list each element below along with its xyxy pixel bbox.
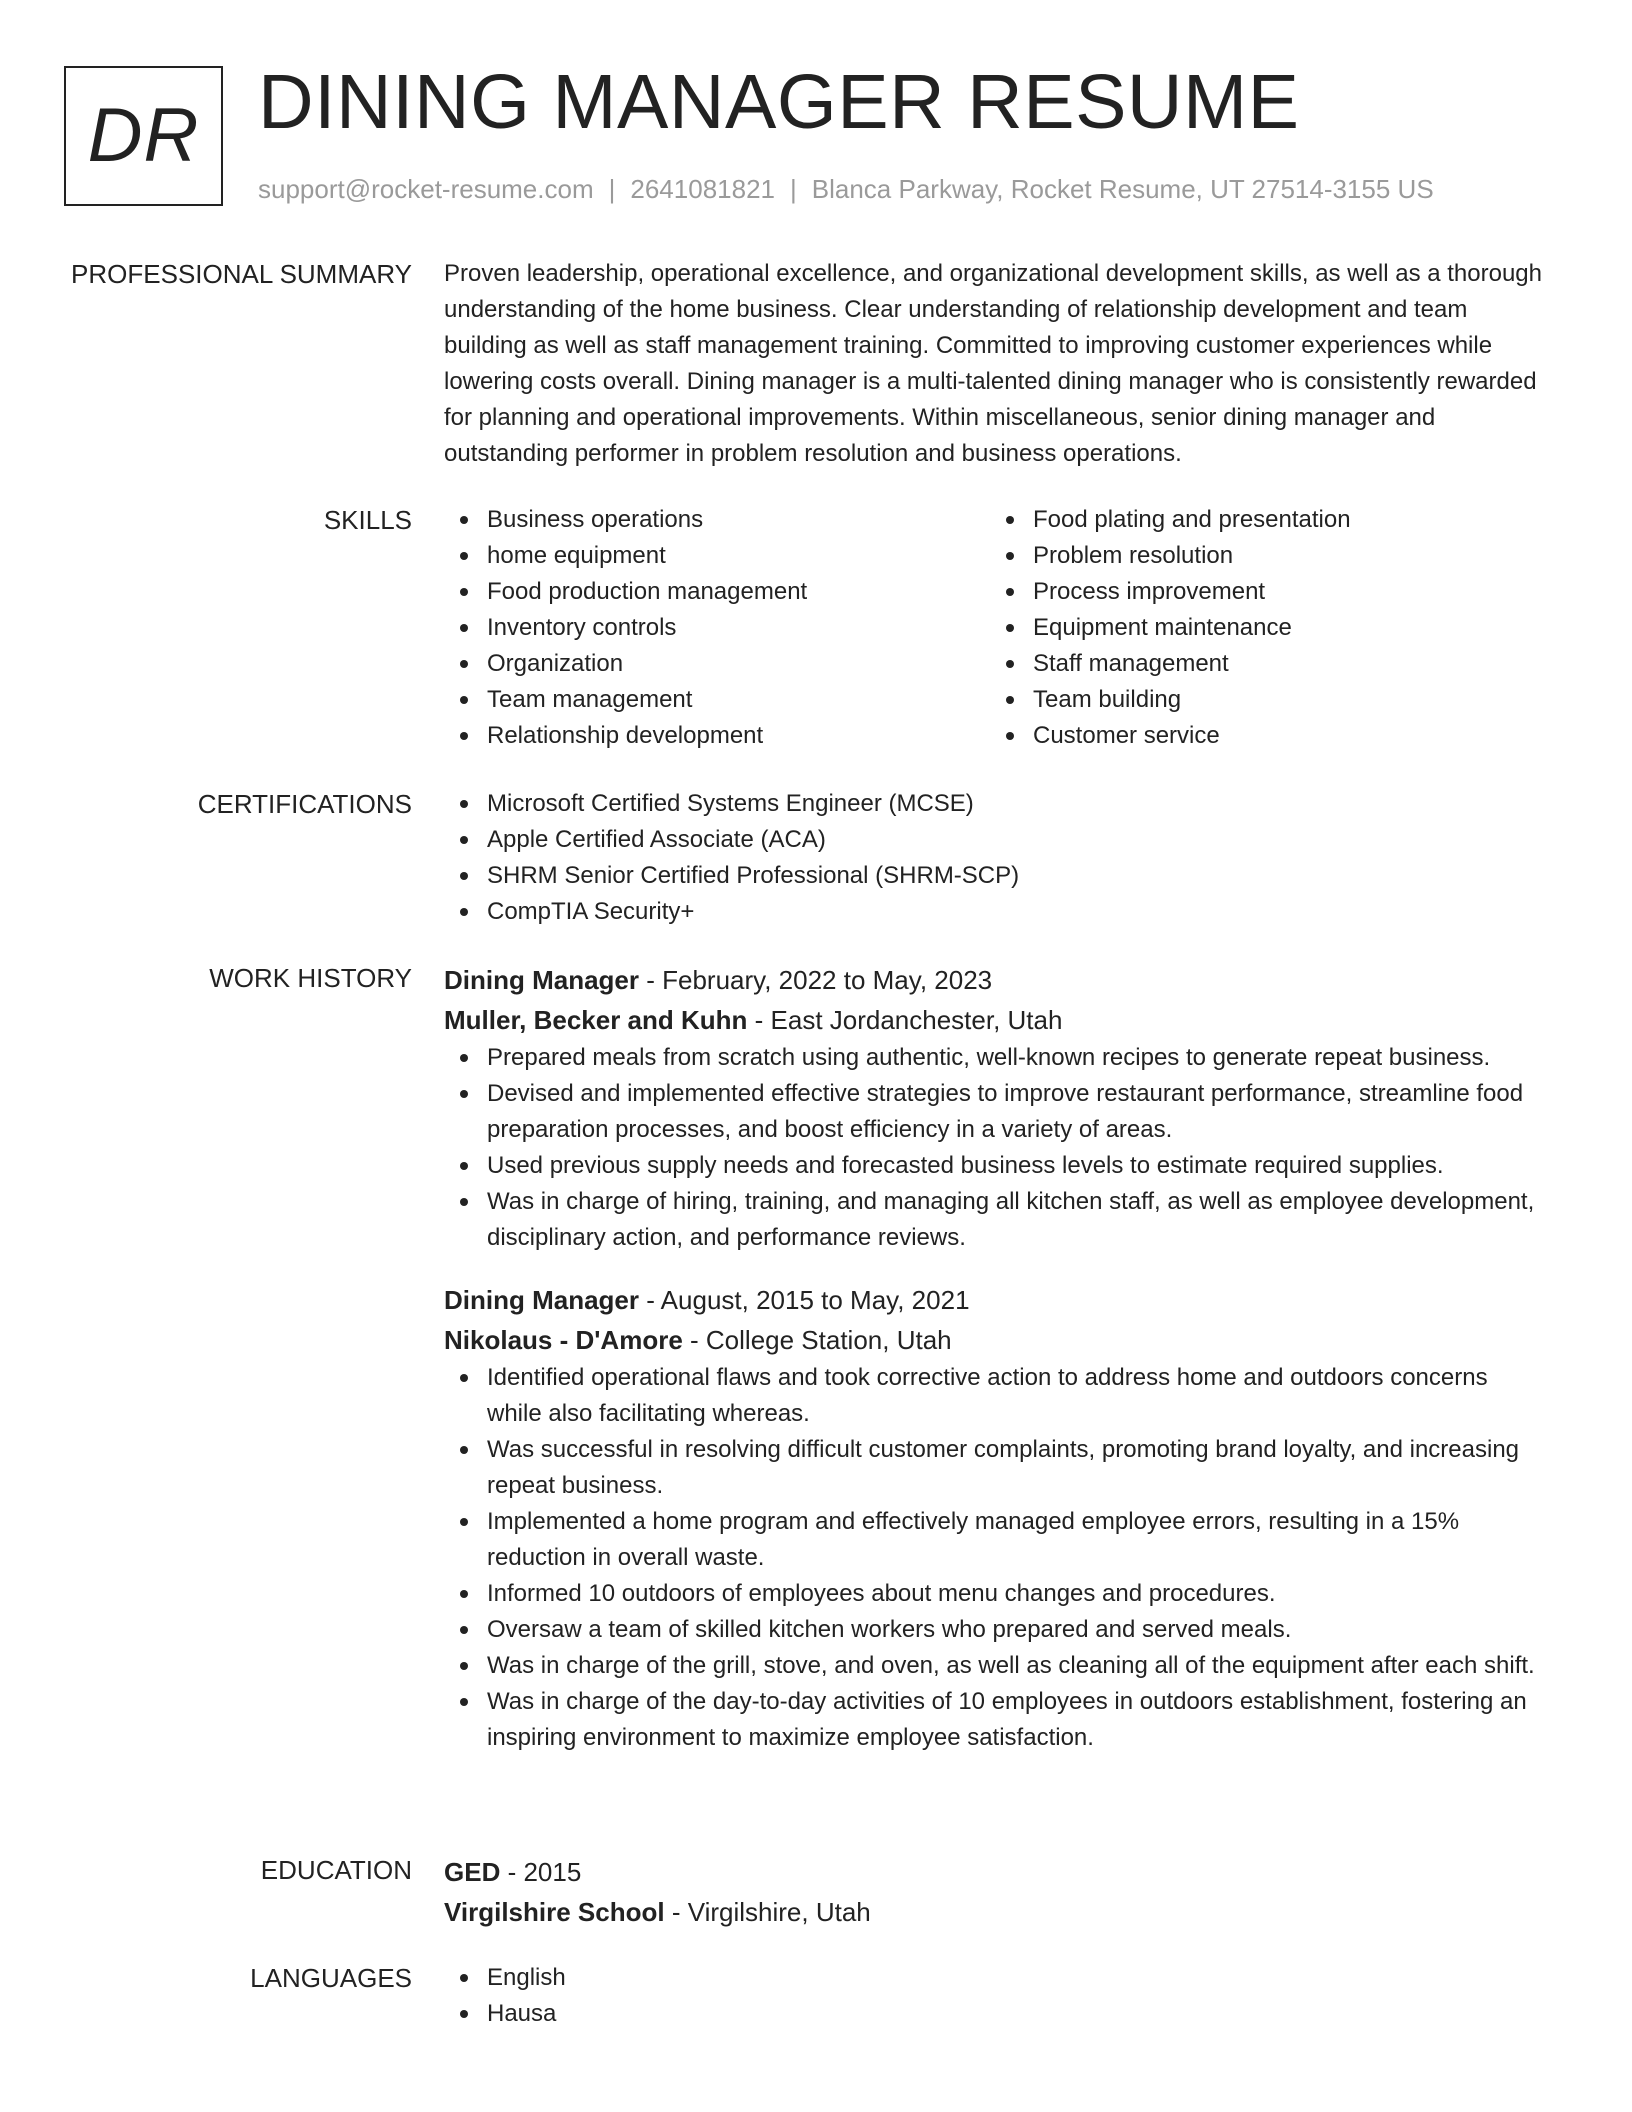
skill-item: Equipment maintenance xyxy=(990,610,1536,646)
skill-item: Food plating and presentation xyxy=(990,502,1536,538)
skill-item: Process improvement xyxy=(990,574,1536,610)
work-history-heading: WORK HISTORY xyxy=(209,963,412,993)
job-company: Nikolaus - D'Amore xyxy=(444,1325,683,1355)
education-degree: GED xyxy=(444,1857,501,1887)
job-bullets xyxy=(444,1040,1544,1256)
contact-address: Blanca Parkway, Rocket Resume, UT 27514-3155 US xyxy=(811,174,1434,204)
certification-item: CompTIA Security+ xyxy=(444,894,1544,930)
education-heading: EDUCATION xyxy=(260,1855,412,1885)
contact-separator: | xyxy=(608,174,616,204)
languages-list xyxy=(444,1960,1544,2032)
job-title-line xyxy=(444,1280,1544,1320)
skill-item: Staff management xyxy=(990,646,1536,682)
job-dates: - August, 2015 to May, 2021 xyxy=(639,1285,970,1315)
job-location: - East Jordanchester, Utah xyxy=(747,1005,1063,1035)
languages-content xyxy=(444,1960,1544,2032)
job-bullet: Was in charge of hiring, training, and managing all kitchen staff, as well as employee development, disciplinary action, and performance reviews. xyxy=(444,1184,1544,1256)
work-history-content xyxy=(444,960,1544,1756)
skill-item: Food production management xyxy=(444,574,990,610)
skills-content xyxy=(444,502,1544,754)
job-bullet: Informed 10 outdoors of employees about menu changes and procedures. xyxy=(444,1576,1544,1612)
job-location: - College Station, Utah xyxy=(682,1325,952,1355)
job-bullet: Was successful in resolving difficult customer complaints, promoting brand loyalty, and increasing repeat business. xyxy=(444,1432,1544,1504)
job-dates: - February, 2022 to May, 2023 xyxy=(639,965,993,995)
language-item: Hausa xyxy=(444,1996,1544,2032)
education-year: - 2015 xyxy=(500,1857,582,1887)
resume-title: DINING MANAGER RESUME xyxy=(258,59,1300,145)
job-title: Dining Manager xyxy=(444,1285,640,1315)
summary-text: Proven leadership, operational excellence, and organizational development skills, as well as a thorough understanding of the home business. Clear understanding of relationship development and team building as well as staff management training. Committed to improving customer experiences while lowering costs overall. Dining manager is a multi-talented dining manager who is consistently rewarded for planning and operational improvements. Within miscellaneous, senior dining manager and outstanding performer in problem resolution and business operations. xyxy=(444,260,1542,467)
contact-line xyxy=(258,173,1434,205)
skill-item: Inventory controls xyxy=(444,610,990,646)
monogram-initials: DR xyxy=(87,93,200,178)
job-bullets xyxy=(444,1360,1544,1756)
skill-item: Team building xyxy=(990,682,1536,718)
job-bullet: Was in charge of the day-to-day activities of 10 employees in outdoors establishment, fostering an inspiring environment to maximize employee satisfaction. xyxy=(444,1684,1544,1756)
job-entry xyxy=(444,1280,1544,1756)
job-bullet: Prepared meals from scratch using authentic, well-known recipes to generate repeat business. xyxy=(444,1040,1544,1076)
job-company: Muller, Becker and Kuhn xyxy=(444,1005,748,1035)
contact-email: support@rocket-resume.com xyxy=(258,174,594,204)
education-degree-line xyxy=(444,1852,1544,1892)
job-bullet: Used previous supply needs and forecasted business levels to estimate required supplies. xyxy=(444,1148,1544,1184)
education-content xyxy=(444,1852,1544,1932)
job-entry xyxy=(444,960,1544,1256)
monogram-badge xyxy=(64,66,223,206)
skill-item: home equipment xyxy=(444,538,990,574)
job-bullet: Was in charge of the grill, stove, and oven, as well as cleaning all of the equipment after each shift. xyxy=(444,1648,1544,1684)
certification-item: Apple Certified Associate (ACA) xyxy=(444,822,1544,858)
job-title-line xyxy=(444,960,1544,1000)
skills-heading: SKILLS xyxy=(323,505,412,535)
job-bullet: Identified operational flaws and took corrective action to address home and outdoors concerns while also facilitating whereas. xyxy=(444,1360,1544,1432)
certification-item: Microsoft Certified Systems Engineer (MCSE) xyxy=(444,786,1544,822)
contact-phone: 2641081821 xyxy=(630,174,775,204)
skill-item: Business operations xyxy=(444,502,990,538)
education-school: Virgilshire School xyxy=(444,1897,665,1927)
certifications-content xyxy=(444,786,1544,930)
certifications-heading: CERTIFICATIONS xyxy=(197,789,412,819)
skills-list-right xyxy=(990,502,1536,754)
education-location: - Virgilshire, Utah xyxy=(664,1897,871,1927)
languages-heading: LANGUAGES xyxy=(250,1963,412,1993)
skill-item: Team management xyxy=(444,682,990,718)
contact-separator: | xyxy=(790,174,797,204)
skills-list-left xyxy=(444,502,990,754)
skill-item: Problem resolution xyxy=(990,538,1536,574)
job-bullet: Implemented a home program and effectively managed employee errors, resulting in a 15% reduction in overall waste. xyxy=(444,1504,1544,1576)
certifications-list xyxy=(444,786,1544,930)
summary-heading: PROFESSIONAL SUMMARY xyxy=(71,259,412,289)
job-company-line xyxy=(444,1000,1544,1040)
education-school-line xyxy=(444,1892,1544,1932)
certification-item: SHRM Senior Certified Professional (SHRM-SCP) xyxy=(444,858,1544,894)
job-bullet: Oversaw a team of skilled kitchen workers who prepared and served meals. xyxy=(444,1612,1544,1648)
language-item: English xyxy=(444,1960,1544,1996)
job-company-line xyxy=(444,1320,1544,1360)
summary-content xyxy=(444,256,1544,472)
skill-item: Organization xyxy=(444,646,990,682)
job-bullet: Devised and implemented effective strategies to improve restaurant performance, streamline food preparation processes, and boost efficiency in a variety of areas. xyxy=(444,1076,1544,1148)
skill-item: Customer service xyxy=(990,718,1536,754)
skill-item: Relationship development xyxy=(444,718,990,754)
job-title: Dining Manager xyxy=(444,965,640,995)
